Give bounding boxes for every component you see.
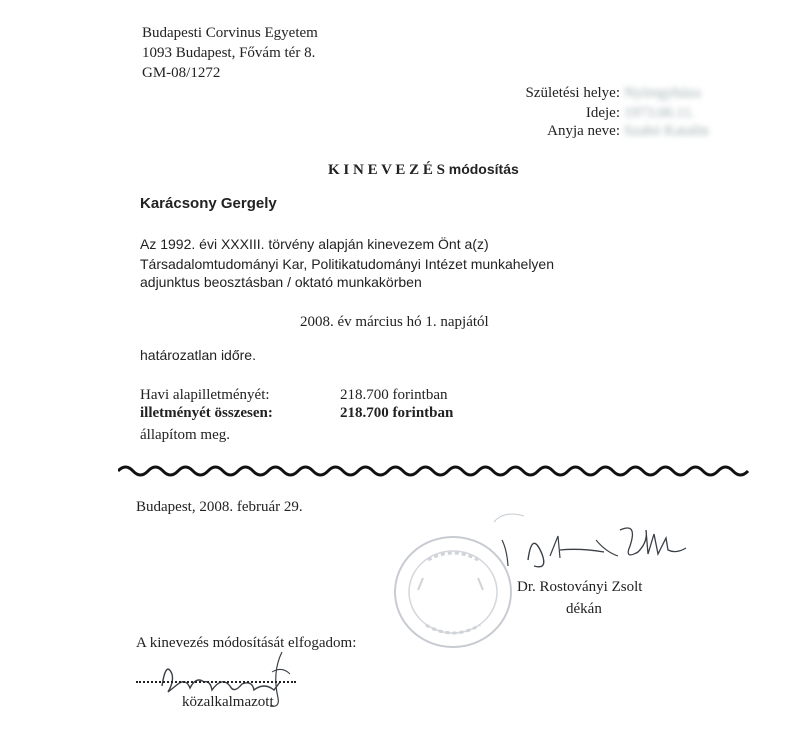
dean-signature: [488, 510, 718, 580]
place-date: Budapest, 2008. február 29.: [136, 499, 303, 515]
body-line-1: Az 1992. évi XXXIII. törvény alapján kinevezem Önt a(z): [140, 236, 489, 252]
duration: határozatlan időre.: [140, 347, 256, 363]
institution-address: 1093 Budapest, Fővám tér 8.: [142, 45, 316, 61]
mother-name-label: Anyja neve:: [547, 123, 620, 139]
birthplace-label: Születési helye:: [525, 85, 620, 101]
title-main: K I N E V E Z É S: [328, 162, 445, 178]
salary-closing: állapítom meg.: [140, 427, 230, 443]
total-salary-label: illetményét összesen:: [140, 405, 273, 421]
birth-date-label: Ideje:: [585, 105, 620, 121]
birth-date-value: 1973.06.11.: [624, 105, 695, 121]
institution-name: Budapesti Corvinus Egyetem: [142, 25, 318, 41]
title-suffix: módosítás: [448, 161, 519, 177]
signer-name: Dr. Rostoványi Zsolt: [517, 579, 643, 595]
signature-line: [136, 681, 296, 683]
base-salary-value: 218.700 forintban: [340, 387, 448, 403]
employee-role: közalkalmazott: [182, 694, 274, 710]
wavy-divider: [118, 461, 758, 481]
birthplace-value: Nyíregyháza: [624, 85, 701, 101]
acceptance-text: A kinevezés módosítását elfogadom:: [136, 635, 357, 651]
body-line-3: adjunktus beosztásban / oktató munkakörben: [140, 274, 422, 290]
employee-name: Karácsony Gergely: [140, 195, 277, 212]
base-salary-label: Havi alapilletményét:: [140, 387, 270, 403]
total-salary-value: 218.700 forintban: [340, 405, 454, 421]
start-date: 2008. év március hó 1. napjától: [300, 314, 489, 330]
mother-name-value: Szabó Katalin: [624, 123, 709, 139]
reference-number: GM-08/1272: [142, 65, 221, 81]
signer-title: dékán: [566, 601, 602, 617]
document-title: [328, 160, 519, 179]
body-line-2: Társadalomtudományi Kar, Politikatudományi Intézet munkahelyen: [140, 256, 554, 272]
